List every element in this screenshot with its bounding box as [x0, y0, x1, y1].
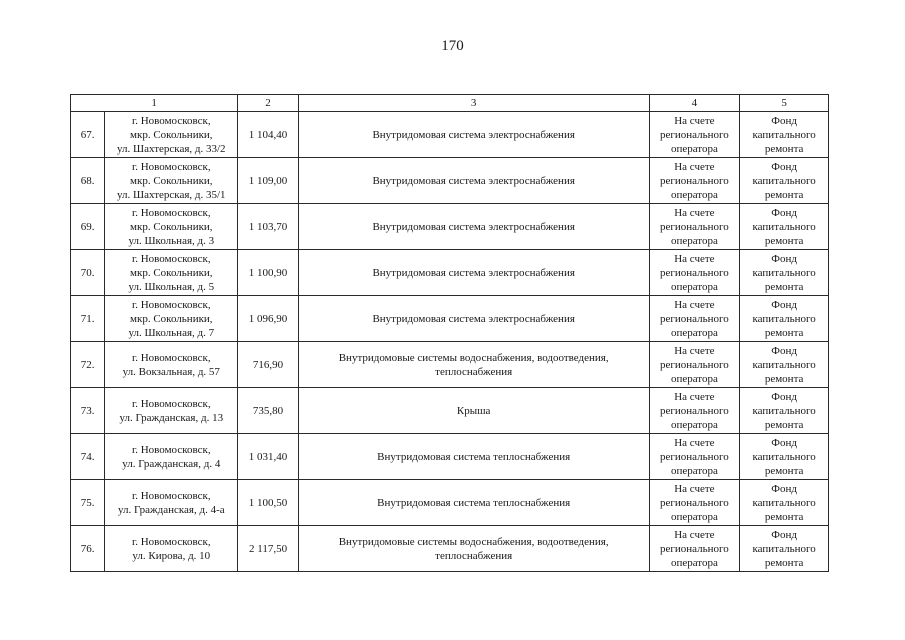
fund-cell-line: капитального	[752, 266, 816, 279]
system-cell-line: Внутридомовые системы водоснабжения, водоотведения,	[338, 535, 609, 548]
system-cell-line: теплоснабжения	[435, 365, 513, 378]
fund-cell-line: капитального	[752, 496, 816, 509]
address-cell-line: г. Новомосковск,	[131, 443, 211, 456]
address-cell-line: ул. Школьная, д. 3	[128, 234, 215, 247]
account-cell-line: оператора	[670, 142, 718, 155]
system-cell-line: Внутридомовая система электроснабжения	[372, 174, 575, 187]
account-cell-line: регионального	[660, 220, 729, 233]
column-header-3: 3	[298, 95, 649, 112]
fund-cell-line: Фонд	[771, 390, 797, 403]
account-cell-line: регионального	[660, 312, 729, 325]
address-cell	[105, 204, 238, 250]
table-row	[71, 296, 829, 342]
fund-cell	[740, 526, 829, 572]
address-cell	[105, 342, 238, 388]
system-cell-line: Внутридомовая система электроснабжения	[372, 220, 575, 233]
row-number: 74.	[71, 434, 105, 480]
account-cell-line: регионального	[660, 542, 729, 555]
address-cell	[105, 250, 238, 296]
area-cell: 1 103,70	[238, 204, 298, 250]
account-cell	[649, 296, 740, 342]
row-number: 73.	[71, 388, 105, 434]
system-cell	[298, 158, 649, 204]
account-cell-line: регионального	[660, 128, 729, 141]
fund-cell-line: Фонд	[771, 344, 797, 357]
system-cell-line: Внутридомовые системы водоснабжения, водоотведения,	[338, 351, 609, 364]
account-cell	[649, 112, 740, 158]
column-header-5: 5	[740, 95, 829, 112]
area-cell: 1 109,00	[238, 158, 298, 204]
table-row	[71, 112, 829, 158]
address-cell	[105, 388, 238, 434]
address-cell-line: г. Новомосковск,	[131, 252, 211, 265]
account-cell-line: оператора	[670, 510, 718, 523]
row-number: 76.	[71, 526, 105, 572]
account-cell	[649, 434, 740, 480]
address-cell-line: мкр. Сокольники,	[130, 312, 213, 325]
fund-cell-line: Фонд	[771, 160, 797, 173]
account-cell-line: оператора	[670, 280, 718, 293]
fund-cell-line: Фонд	[771, 298, 797, 311]
table-row	[71, 526, 829, 572]
account-cell	[649, 388, 740, 434]
table-row	[71, 388, 829, 434]
fund-cell-line: ремонта	[764, 188, 804, 201]
address-cell	[105, 480, 238, 526]
address-cell-line: мкр. Сокольники,	[130, 128, 213, 141]
account-cell	[649, 342, 740, 388]
fund-cell-line: капитального	[752, 312, 816, 325]
fund-cell	[740, 434, 829, 480]
account-cell-line: оператора	[670, 234, 718, 247]
account-cell	[649, 204, 740, 250]
account-cell-line: На счете	[674, 206, 715, 219]
system-cell	[298, 204, 649, 250]
area-cell: 1 031,40	[238, 434, 298, 480]
system-cell-line: Внутридомовая система электроснабжения	[372, 266, 575, 279]
account-cell	[649, 480, 740, 526]
fund-cell-line: ремонта	[764, 464, 804, 477]
address-cell-line: мкр. Сокольники,	[130, 174, 213, 187]
area-cell: 716,90	[238, 342, 298, 388]
address-cell-line: ул. Шахтерская, д. 35/1	[117, 188, 226, 201]
area-cell: 1 104,40	[238, 112, 298, 158]
row-number: 68.	[71, 158, 105, 204]
fund-cell	[740, 388, 829, 434]
address-cell-line: мкр. Сокольники,	[130, 266, 213, 279]
account-cell	[649, 158, 740, 204]
address-cell-line: мкр. Сокольники,	[130, 220, 213, 233]
fund-cell-line: ремонта	[764, 372, 804, 385]
column-header-2: 2	[238, 95, 298, 112]
column-header-1: 1	[71, 95, 238, 112]
system-cell	[298, 388, 649, 434]
fund-cell-line: капитального	[752, 174, 816, 187]
address-cell	[105, 526, 238, 572]
account-cell-line: На счете	[674, 344, 715, 357]
address-cell-line: г. Новомосковск,	[131, 206, 211, 219]
fund-cell	[740, 480, 829, 526]
address-cell	[105, 158, 238, 204]
account-cell-line: регионального	[660, 450, 729, 463]
account-cell-line: регионального	[660, 358, 729, 371]
fund-cell-line: Фонд	[771, 252, 797, 265]
system-cell	[298, 342, 649, 388]
system-cell	[298, 250, 649, 296]
fund-cell	[740, 204, 829, 250]
fund-cell	[740, 342, 829, 388]
account-cell-line: оператора	[670, 556, 718, 569]
account-cell-line: На счете	[674, 390, 715, 403]
account-cell	[649, 526, 740, 572]
fund-cell-line: ремонта	[764, 326, 804, 339]
system-cell	[298, 480, 649, 526]
address-cell-line: ул. Школьная, д. 7	[128, 326, 215, 339]
fund-cell-line: ремонта	[764, 142, 804, 155]
fund-cell-line: ремонта	[764, 510, 804, 523]
address-cell-line: ул. Вокзальная, д. 57	[122, 365, 220, 378]
address-cell-line: г. Новомосковск,	[131, 351, 211, 364]
area-cell: 1 100,50	[238, 480, 298, 526]
table-row	[71, 250, 829, 296]
table-header-row	[71, 95, 829, 112]
account-cell-line: оператора	[670, 188, 718, 201]
account-cell-line: На счете	[674, 528, 715, 541]
row-number: 67.	[71, 112, 105, 158]
system-cell-line: Внутридомовая система электроснабжения	[372, 312, 575, 325]
fund-cell-line: Фонд	[771, 114, 797, 127]
fund-cell-line: капитального	[752, 128, 816, 141]
account-cell-line: оператора	[670, 418, 718, 431]
fund-cell-line: ремонта	[764, 280, 804, 293]
system-cell-line: Внутридомовая система теплоснабжения	[377, 496, 571, 509]
account-cell-line: оператора	[670, 326, 718, 339]
address-cell-line: г. Новомосковск,	[131, 489, 211, 502]
system-cell	[298, 296, 649, 342]
fund-cell-line: ремонта	[764, 418, 804, 431]
system-cell-line: Внутридомовая система теплоснабжения	[377, 450, 571, 463]
fund-cell-line: Фонд	[771, 528, 797, 541]
account-cell-line: регионального	[660, 404, 729, 417]
account-cell-line: регионального	[660, 266, 729, 279]
fund-cell-line: Фонд	[771, 482, 797, 495]
fund-cell-line: капитального	[752, 404, 816, 417]
table-row	[71, 480, 829, 526]
address-cell-line: ул. Школьная, д. 5	[128, 280, 215, 293]
system-cell-line: Внутридомовая система электроснабжения	[372, 128, 575, 141]
fund-cell-line: капитального	[752, 542, 816, 555]
area-cell: 735,80	[238, 388, 298, 434]
column-header-4: 4	[649, 95, 740, 112]
fund-cell	[740, 250, 829, 296]
row-number: 70.	[71, 250, 105, 296]
fund-cell-line: Фонд	[771, 206, 797, 219]
address-cell-line: ул. Кирова, д. 10	[132, 549, 211, 562]
page-number: 170	[441, 38, 464, 54]
table-row	[71, 434, 829, 480]
account-cell-line: регионального	[660, 496, 729, 509]
address-cell	[105, 296, 238, 342]
account-cell	[649, 250, 740, 296]
account-cell-line: На счете	[674, 298, 715, 311]
address-cell-line: г. Новомосковск,	[131, 114, 211, 127]
area-cell: 2 117,50	[238, 526, 298, 572]
table-row	[71, 204, 829, 250]
address-cell-line: ул. Гражданская, д. 4	[122, 457, 221, 470]
fund-cell	[740, 112, 829, 158]
address-cell-line: г. Новомосковск,	[131, 397, 211, 410]
fund-cell-line: капитального	[752, 450, 816, 463]
system-cell	[298, 526, 649, 572]
fund-cell-line: Фонд	[771, 436, 797, 449]
row-number: 75.	[71, 480, 105, 526]
address-cell	[105, 112, 238, 158]
account-cell-line: оператора	[670, 464, 718, 477]
address-cell	[105, 434, 238, 480]
account-cell-line: На счете	[674, 160, 715, 173]
fund-cell-line: ремонта	[764, 556, 804, 569]
address-cell-line: г. Новомосковск,	[131, 160, 211, 173]
address-cell-line: ул. Гражданская, д. 13	[119, 411, 224, 424]
system-cell	[298, 112, 649, 158]
account-cell-line: регионального	[660, 174, 729, 187]
area-cell: 1 096,90	[238, 296, 298, 342]
account-cell-line: На счете	[674, 482, 715, 495]
fund-cell-line: ремонта	[764, 234, 804, 247]
fund-cell-line: капитального	[752, 220, 816, 233]
table-body	[71, 112, 829, 572]
system-cell	[298, 434, 649, 480]
system-cell-line: теплоснабжения	[435, 549, 513, 562]
fund-cell	[740, 296, 829, 342]
account-cell-line: На счете	[674, 114, 715, 127]
address-cell-line: г. Новомосковск,	[131, 535, 211, 548]
fund-cell-line: капитального	[752, 358, 816, 371]
row-number: 72.	[71, 342, 105, 388]
address-cell-line: г. Новомосковск,	[131, 298, 211, 311]
account-cell-line: На счете	[674, 436, 715, 449]
row-number: 71.	[71, 296, 105, 342]
table-row	[71, 158, 829, 204]
table-row	[71, 342, 829, 388]
row-number: 69.	[71, 204, 105, 250]
account-cell-line: На счете	[674, 252, 715, 265]
area-cell: 1 100,90	[238, 250, 298, 296]
address-cell-line: ул. Шахтерская, д. 33/2	[117, 142, 226, 155]
account-cell-line: оператора	[670, 372, 718, 385]
system-cell-line: Крыша	[456, 404, 491, 417]
registry-table	[70, 94, 829, 572]
address-cell-line: ул. Гражданская, д. 4-а	[117, 503, 225, 516]
fund-cell	[740, 158, 829, 204]
